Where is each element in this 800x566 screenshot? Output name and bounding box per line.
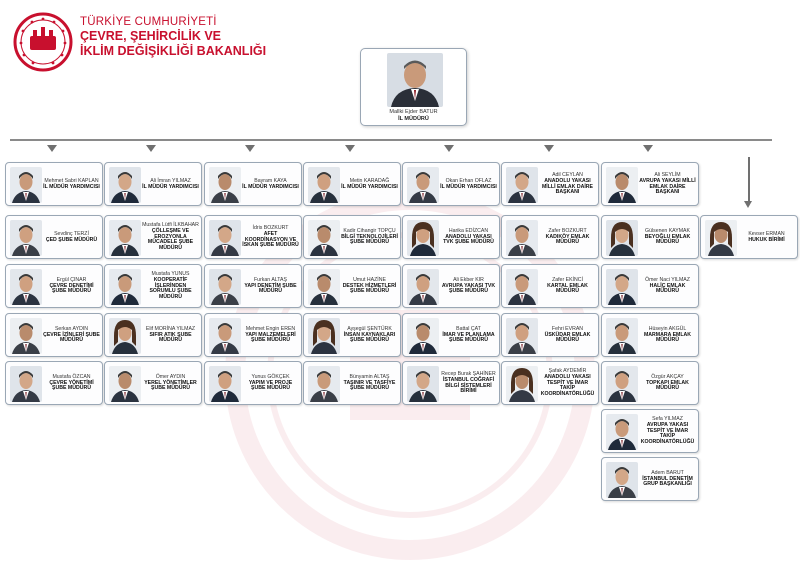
staff-name: Bünyamin ALTAŞ — [349, 373, 390, 380]
staff-title: ÇÖLLEŞME VE EROZYONLA MÜCADELE ŞUBE MÜDÜRÜ — [147, 227, 194, 252]
staff-card[interactable] — [601, 457, 699, 501]
staff-card[interactable] — [303, 215, 401, 259]
staff-card[interactable] — [5, 162, 103, 206]
staff-card[interactable] — [303, 313, 401, 357]
staff-info — [539, 219, 596, 256]
staff-info — [142, 365, 199, 402]
staff-photo — [407, 366, 439, 402]
staff-info — [142, 166, 199, 203]
staff-title: ÇEVRE DENETİMİ ŞUBE MÜDÜRÜ — [49, 282, 94, 295]
staff-photo — [209, 167, 241, 203]
staff-card[interactable] — [204, 162, 302, 206]
staff-name: İdris BOZKURT — [252, 224, 289, 231]
staff-name: Harika EDİZCAN — [448, 227, 489, 234]
staff-card[interactable] — [5, 264, 103, 308]
director-photo — [387, 53, 443, 107]
staff-info — [539, 268, 596, 305]
staff-name: Battal ÇAT — [456, 325, 481, 332]
staff-card[interactable] — [402, 313, 500, 357]
legal-connector-line — [748, 157, 750, 202]
staff-card[interactable] — [601, 162, 699, 206]
staff-title: İSTANBUL COĞRAFİ BİLGİ SİSTEMLERİ BİRİMİ — [442, 376, 495, 395]
staff-info — [440, 219, 497, 256]
staff-name: Yunus GÖKÇEK — [251, 373, 290, 380]
staff-info — [43, 268, 100, 305]
staff-name: Okan Erhan OFLAZ — [445, 177, 492, 184]
staff-title: BİLGİ TEKNOLOJİLERİ ŞUBE MÜDÜRÜ — [341, 233, 398, 246]
staff-info — [242, 365, 299, 402]
staff-info — [341, 317, 398, 354]
staff-photo — [506, 220, 538, 256]
ministry-name — [80, 16, 266, 58]
staff-name: Bayram KAYA — [254, 177, 287, 184]
staff-info — [440, 166, 497, 203]
staff-title: TAŞINIR VE TASFİYE ŞUBE MÜDÜRÜ — [343, 379, 396, 392]
staff-card[interactable] — [402, 264, 500, 308]
staff-photo — [209, 318, 241, 354]
down-arrow-icon — [245, 145, 255, 152]
staff-photo — [308, 318, 340, 354]
staff-card[interactable] — [303, 162, 401, 206]
staff-photo — [109, 220, 141, 256]
staff-photo — [109, 366, 141, 402]
staff-info — [242, 268, 299, 305]
staff-photo — [209, 269, 241, 305]
staff-info — [43, 166, 100, 203]
director-title: İL MÜDÜRÜ — [398, 116, 429, 122]
staff-photo — [606, 462, 638, 498]
staff-title: ÇEVRE YÖNETİMİ ŞUBE MÜDÜRÜ — [49, 379, 94, 392]
staff-info — [539, 317, 596, 354]
staff-photo — [407, 220, 439, 256]
staff-card[interactable] — [104, 215, 202, 259]
ministry-logo-icon — [12, 12, 74, 72]
staff-photo — [606, 366, 638, 402]
staff-photo — [606, 269, 638, 305]
staff-title: KOOPERATİF İŞLERİNDEN SORUMLU ŞUBE MÜDÜRÜ — [149, 276, 192, 301]
staff-card[interactable] — [5, 361, 103, 405]
staff-photo — [308, 167, 340, 203]
staff-title: AFET KOORDİNASYON VE İSKAN ŞUBE MÜDÜRÜ — [242, 230, 299, 249]
staff-name: Ömer Naci YILMAZ — [645, 276, 690, 283]
staff-name: Mustafa Lütfi İLKBAHAR — [142, 221, 199, 228]
staff-title: ÜSKÜDAR EMLAK MÜDÜRÜ — [544, 331, 591, 344]
staff-info — [43, 317, 100, 354]
staff-title: YEREL YÖNETİMLER ŞUBE MÜDÜRÜ — [144, 379, 197, 392]
staff-title: ÇEVRE İZİNLERİ ŞUBE MÜDÜRÜ — [43, 331, 100, 344]
staff-name: Recep Burak ŞAHİNER — [441, 370, 496, 377]
staff-card[interactable] — [104, 313, 202, 357]
down-arrow-icon — [643, 145, 653, 152]
staff-name: Zafer BOZKURT — [548, 227, 587, 234]
staff-title: İL MÜDÜR YARDIMCISI — [242, 183, 299, 190]
staff-title: İMAR VE PLANLAMA ŞUBE MÜDÜRÜ — [442, 331, 495, 344]
staff-name: Kadir Cihangir TOPÇU — [343, 227, 396, 234]
staff-card[interactable] — [303, 264, 401, 308]
staff-name: Ali İmran YILMAZ — [150, 177, 191, 184]
director-card[interactable] — [360, 48, 467, 126]
staff-card[interactable] — [601, 215, 699, 259]
staff-card[interactable] — [501, 264, 599, 308]
staff-info — [738, 219, 795, 256]
staff-photo — [308, 220, 340, 256]
staff-card[interactable] — [501, 215, 599, 259]
staff-card[interactable] — [501, 162, 599, 206]
staff-name: Ergül ÇINAR — [56, 276, 87, 283]
staff-info — [639, 317, 696, 354]
staff-title: ÇED ŞUBE MÜDÜRÜ — [45, 236, 98, 243]
staff-name: Ali Ekber KIR — [453, 276, 484, 283]
staff-title: YAPI DENETİM ŞUBE MÜDÜRÜ — [244, 282, 297, 295]
staff-photo — [506, 269, 538, 305]
staff-title: İSTANBUL DENETİM GRUP BAŞKANLIĞI — [642, 475, 693, 488]
staff-info — [43, 219, 100, 256]
staff-photo — [209, 366, 241, 402]
ministry-name-line1: ÇEVRE, ŞEHİRCİLİK VE — [80, 29, 221, 44]
staff-name: Elif MORİNA YILMAZ — [145, 325, 196, 332]
staff-name: Mustafa ÖZCAN — [52, 373, 91, 380]
staff-photo — [10, 366, 42, 402]
staff-info — [341, 268, 398, 305]
staff-info — [440, 365, 497, 402]
staff-card[interactable] — [402, 361, 500, 405]
staff-info — [639, 219, 696, 256]
staff-card[interactable] — [402, 215, 500, 259]
staff-title: YAPIM VE PROJE ŞUBE MÜDÜRÜ — [248, 379, 293, 392]
staff-card[interactable] — [5, 215, 103, 259]
staff-name: Ayşegül ŞENTÜRK — [347, 325, 392, 332]
staff-title: KARTAL EMLAK MÜDÜRÜ — [547, 282, 588, 295]
staff-card[interactable] — [104, 361, 202, 405]
staff-name: Mehmet Engin EREN — [245, 325, 296, 332]
staff-title: HALİÇ EMLAK MÜDÜRÜ — [649, 282, 686, 295]
staff-info — [242, 317, 299, 354]
staff-title: İL MÜDÜR YARDIMCISI — [341, 183, 398, 190]
staff-info — [142, 317, 199, 354]
director-name: Mallki Ejder BATUR — [389, 109, 438, 115]
staff-info — [341, 365, 398, 402]
staff-photo — [109, 318, 141, 354]
staff-name: Adil CEYLAN — [552, 171, 583, 178]
staff-card[interactable] — [601, 361, 699, 405]
staff-photo — [407, 269, 439, 305]
staff-photo — [407, 167, 439, 203]
staff-info — [341, 166, 398, 203]
staff-info — [341, 219, 398, 256]
staff-photo — [606, 167, 638, 203]
staff-info — [142, 268, 199, 305]
staff-name: Metin KARADAĞ — [349, 177, 390, 184]
staff-name: Özgür AKÇAY — [651, 373, 684, 380]
staff-name: Furkan ALTAŞ — [254, 276, 287, 283]
staff-title: İL MÜDÜR YARDIMCISI — [142, 183, 199, 190]
staff-name: Sevdinç TERZİ — [54, 230, 89, 237]
staff-info — [242, 219, 299, 256]
staff-name: Şafak AYDEMİR — [548, 367, 587, 374]
staff-photo — [506, 366, 538, 402]
staff-photo — [10, 220, 42, 256]
staff-photo — [606, 318, 638, 354]
staff-name: Sefa YILMAZ — [652, 415, 683, 422]
staff-title: SIFIR ATIK ŞUBE MÜDÜRÜ — [149, 331, 192, 344]
down-arrow-icon — [345, 145, 355, 152]
staff-name: Umut HAZİNE — [353, 276, 386, 283]
staff-photo — [506, 167, 538, 203]
staff-title: HUKUK BİRİMİ — [748, 236, 785, 243]
staff-card[interactable] — [501, 361, 599, 405]
down-arrow-icon — [146, 145, 156, 152]
staff-title: ANADOLU YAKASI MİLLİ EMLAK DAİRE BAŞKANI — [541, 177, 593, 196]
country-name: TÜRKİYE CUMHURİYETİ — [80, 16, 217, 28]
staff-info — [43, 365, 100, 402]
staff-title: YAPI MALZEMELERİ ŞUBE MÜDÜRÜ — [245, 331, 296, 344]
staff-card[interactable] — [104, 162, 202, 206]
down-arrow-icon — [744, 201, 752, 208]
staff-photo — [10, 269, 42, 305]
staff-photo — [407, 318, 439, 354]
staff-card[interactable] — [104, 264, 202, 308]
staff-info — [539, 365, 596, 402]
staff-card[interactable] — [601, 313, 699, 357]
staff-card[interactable] — [204, 215, 302, 259]
staff-card[interactable] — [204, 264, 302, 308]
down-arrow-icon — [444, 145, 454, 152]
staff-info — [440, 317, 497, 354]
staff-card[interactable] — [601, 409, 699, 453]
staff-title: DESTEK HİZMETLERİ ŞUBE MÜDÜRÜ — [342, 282, 397, 295]
staff-photo — [308, 366, 340, 402]
staff-title: KADIKÖY EMLAK MÜDÜRÜ — [545, 233, 590, 246]
staff-name: Zafer EKİNCİ — [552, 276, 583, 283]
staff-photo — [308, 269, 340, 305]
down-arrow-icon — [544, 145, 554, 152]
staff-card[interactable] — [204, 361, 302, 405]
staff-name: Mustafa YUNUS — [151, 270, 190, 277]
staff-photo — [506, 318, 538, 354]
staff-title: MARMARA EMLAK MÜDÜRÜ — [643, 331, 692, 344]
staff-info — [242, 166, 299, 203]
staff-title: AVRUPA YAKASI TVK ŞUBE MÜDÜRÜ — [441, 282, 496, 295]
staff-card[interactable] — [501, 313, 599, 357]
staff-title: AVRUPA YAKASI TESPİT VE İMAR TAKİP KOORDİNATÖRLÜĞÜ — [640, 421, 695, 446]
staff-card[interactable] — [601, 264, 699, 308]
staff-name: Adem BARUT — [651, 469, 684, 476]
staff-title: İL MÜDÜR YARDIMCISI — [43, 183, 100, 190]
staff-card[interactable] — [700, 215, 798, 259]
staff-name: Ömer AYDIN — [155, 373, 186, 380]
staff-title: ANADOLU YAKASI TVK ŞUBE MÜDÜRÜ — [443, 233, 494, 246]
staff-info — [142, 219, 199, 256]
staff-photo — [606, 414, 638, 450]
staff-card[interactable] — [204, 313, 302, 357]
staff-title: İNSAN KAYNAKLARI ŞUBE MÜDÜRÜ — [343, 331, 396, 344]
staff-photo — [606, 220, 638, 256]
staff-photo — [10, 167, 42, 203]
staff-title: ANADOLU YAKASI TESPİT VE İMAR TAKİP KOORDİNATÖRLÜĞÜ — [540, 373, 595, 398]
staff-photo — [10, 318, 42, 354]
staff-info — [639, 365, 696, 402]
staff-name: Ali SEYLİM — [654, 171, 681, 178]
staff-info — [539, 166, 596, 203]
staff-title: İL MÜDÜR YARDIMCISI — [440, 183, 497, 190]
staff-info — [639, 268, 696, 305]
staff-photo — [109, 269, 141, 305]
staff-photo — [705, 220, 737, 256]
ministry-name-line2: İKLİM DEĞİŞİKLİĞİ BAKANLIĞI — [80, 43, 267, 58]
staff-title: BEYOĞLU EMLAK MÜDÜRÜ — [644, 233, 691, 246]
staff-info — [440, 268, 497, 305]
org-connector-line — [10, 139, 772, 141]
staff-info — [639, 461, 696, 498]
down-arrow-icon — [47, 145, 57, 152]
staff-name: Gülsenen KAYMAK — [645, 227, 690, 234]
staff-photo — [209, 220, 241, 256]
staff-title: AVRUPA YAKASI MİLLİ EMLAK DAİRE BAŞKANI — [639, 177, 696, 196]
staff-info — [639, 166, 696, 203]
staff-name: Mehmet Sabri KAPLAN — [44, 177, 99, 184]
staff-info — [639, 413, 696, 450]
staff-name: Kevser ERMAN — [748, 230, 785, 237]
staff-name: Serkan AYDIN — [54, 325, 89, 332]
staff-title: TOPKAPI EMLAK MÜDÜRÜ — [646, 379, 689, 392]
staff-card[interactable] — [402, 162, 500, 206]
staff-name: Hüseyin AKGÜL — [648, 325, 687, 332]
staff-card[interactable] — [5, 313, 103, 357]
staff-name: Fehri EVRAN — [551, 325, 584, 332]
staff-photo — [109, 167, 141, 203]
staff-card[interactable] — [303, 361, 401, 405]
